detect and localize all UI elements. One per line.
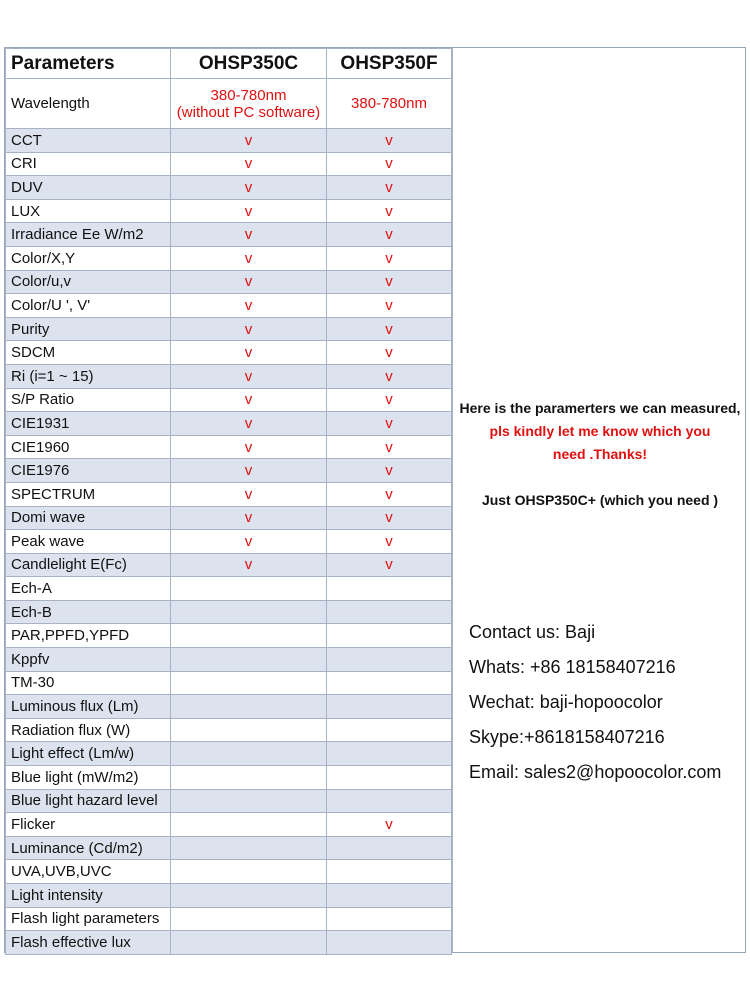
ohsp350c-mark [171,718,327,742]
param-name: Blue light (mW/m2) [6,766,171,790]
table-row [6,695,452,719]
contact-wechat: Wechat: baji-hopoocolor [469,692,663,712]
ohsp350f-mark: v [327,246,452,270]
table-row [6,317,452,341]
param-name: Radiation flux (W) [6,718,171,742]
ohsp350c-mark: v [171,223,327,247]
param-name: TM-30 [6,671,171,695]
note-line: Here is the paramerters we can measured, [459,400,741,416]
param-name: Wavelength [6,79,171,129]
param-name: SPECTRUM [6,482,171,506]
ohsp350f-mark [327,766,452,790]
param-name: CIE1960 [6,435,171,459]
table-row [6,766,452,790]
ohsp350c-mark [171,931,327,955]
ohsp350f-mark: v [327,506,452,530]
param-name: Ech-A [6,577,171,601]
ohsp350c-mark [171,600,327,624]
param-name: Color/u,v [6,270,171,294]
ohsp350f-mark: v [327,176,452,200]
table-row [6,152,452,176]
ohsp350c-mark: v [171,294,327,318]
param-name: Light intensity [6,884,171,908]
table-row [6,624,452,648]
table-row [6,742,452,766]
ohsp350f-mark [327,624,452,648]
table-row [6,459,452,483]
param-name: Ri (i=1 ~ 15) [6,364,171,388]
param-name: S/P Ratio [6,388,171,412]
header-parameters: Parameters [6,49,171,79]
ohsp350c-mark [171,884,327,908]
note-extra: Just OHSP350C+ (which you need ) [481,492,719,508]
param-name: Color/X,Y [6,246,171,270]
info-panel [452,48,746,952]
contact-email: Email: sales2@hopoocolor.com [469,762,722,782]
ohsp350f-mark: v [327,482,452,506]
ohsp350c-mark: v [171,129,327,153]
ohsp350c-mark: v [171,341,327,365]
param-name: Blue light hazard level [6,789,171,813]
ohsp350c-mark: v [171,176,327,200]
param-name: Flicker [6,813,171,837]
param-name: Luminance (Cd/m2) [6,836,171,860]
ohsp350f-mark: v [327,152,452,176]
ohsp350c-mark: v [171,246,327,270]
table-row [6,813,452,837]
table-row [6,294,452,318]
ohsp350f-mark [327,931,452,955]
table-row [6,388,452,412]
parameters-table [5,48,452,955]
ohsp350c-mark: v [171,199,327,223]
ohsp350c-mark [171,860,327,884]
ohsp350f-mark [327,671,452,695]
table-row [6,435,452,459]
table-row [6,412,452,436]
ohsp350f-mark: v [327,223,452,247]
table-row [6,907,452,931]
note-request-line2: need .Thanks! [552,446,648,462]
ohsp350f-mark: v [327,364,452,388]
ohsp350f-mark [327,577,452,601]
ohsp350f-mark: v [327,435,452,459]
table-row [6,577,452,601]
param-name: DUV [6,176,171,200]
ohsp350f-mark: v [327,388,452,412]
ohsp350c-mark: v [171,553,327,577]
param-name: Domi wave [6,506,171,530]
ohsp350f-mark: v [327,813,452,837]
param-name: LUX [6,199,171,223]
ohsp350f-mark [327,742,452,766]
param-name: CRI [6,152,171,176]
ohsp350f-mark: v [327,294,452,318]
table-row [6,129,452,153]
ohsp350c-mark [171,648,327,672]
ohsp350f-mark: v [327,530,452,554]
table-row [6,789,452,813]
ohsp350c-mark [171,907,327,931]
table-row [6,199,452,223]
param-name: Color/U ', V' [6,294,171,318]
contact-skype: Skype:+8618158407216 [469,727,665,747]
wavelength-f-range: 380-780nm [327,79,452,129]
ohsp350c-mark: v [171,388,327,412]
ohsp350f-mark [327,648,452,672]
table-row [6,482,452,506]
note-request [453,420,747,466]
ohsp350c-mark: v [171,270,327,294]
ohsp350f-mark: v [327,341,452,365]
param-name: Candlelight E(Fc) [6,553,171,577]
ohsp350c-mark [171,789,327,813]
param-name: Flash effective lux [6,931,171,955]
table-row [6,884,452,908]
table-row [6,600,452,624]
contact-whatsapp: Whats: +86 18158407216 [469,657,676,677]
table-row [6,553,452,577]
ohsp350f-mark: v [327,412,452,436]
table-row [6,270,452,294]
table-row [6,341,452,365]
param-name: UVA,UVB,UVC [6,860,171,884]
ohsp350c-mark: v [171,435,327,459]
param-name: Peak wave [6,530,171,554]
ohsp350c-mark [171,813,327,837]
param-name: Purity [6,317,171,341]
ohsp350c-mark: v [171,364,327,388]
ohsp350f-mark [327,600,452,624]
note-request-line1: pls kindly let me know which you [489,423,711,439]
param-name: Irradiance Ee W/m2 [6,223,171,247]
ohsp350f-mark: v [327,459,452,483]
table-row [6,671,452,695]
ohsp350f-mark [327,789,452,813]
ohsp350c-mark [171,836,327,860]
ohsp350c-mark: v [171,317,327,341]
table-header-row [6,49,452,79]
ohsp350f-mark: v [327,317,452,341]
table-row [6,506,452,530]
param-name: CCT [6,129,171,153]
table-row [6,836,452,860]
param-name: CIE1976 [6,459,171,483]
table-row [6,860,452,884]
header-ohsp350c: OHSP350C [171,49,327,79]
ohsp350c-mark [171,624,327,648]
ohsp350c-mark: v [171,506,327,530]
wavelength-c-cell [171,79,327,129]
ohsp350c-mark [171,766,327,790]
ohsp350f-mark [327,718,452,742]
wavelength-c-note: (without PC software) [176,103,321,121]
table-row [6,223,452,247]
ohsp350c-mark: v [171,459,327,483]
table-row [6,176,452,200]
table-row [6,648,452,672]
ohsp350c-mark: v [171,412,327,436]
param-name: SDCM [6,341,171,365]
param-name: Ech-B [6,600,171,624]
ohsp350f-mark: v [327,129,452,153]
table-row-wavelength [6,79,452,129]
table-row [6,718,452,742]
wavelength-c-range: 380-780nm [210,86,287,104]
param-name: PAR,PPFD,YPFD [6,624,171,648]
ohsp350f-mark [327,836,452,860]
param-name: Flash light parameters [6,907,171,931]
contact-person: Contact us: Baji [469,622,596,642]
param-name: Luminous flux (Lm) [6,695,171,719]
ohsp350f-mark [327,907,452,931]
ohsp350f-mark [327,695,452,719]
table-row [6,364,452,388]
ohsp350c-mark [171,577,327,601]
table-row [6,931,452,955]
ohsp350f-mark: v [327,553,452,577]
ohsp350f-mark: v [327,270,452,294]
param-name: Kppfv [6,648,171,672]
param-name: CIE1931 [6,412,171,436]
ohsp350f-mark: v [327,199,452,223]
table-row [6,246,452,270]
ohsp350c-mark: v [171,152,327,176]
table-row [6,530,452,554]
ohsp350f-mark [327,884,452,908]
ohsp350c-mark [171,695,327,719]
ohsp350c-mark [171,671,327,695]
ohsp350f-mark [327,860,452,884]
param-name: Light effect (Lm/w) [6,742,171,766]
ohsp350c-mark: v [171,530,327,554]
header-ohsp350f: OHSP350F [327,49,452,79]
ohsp350c-mark [171,742,327,766]
ohsp350c-mark: v [171,482,327,506]
